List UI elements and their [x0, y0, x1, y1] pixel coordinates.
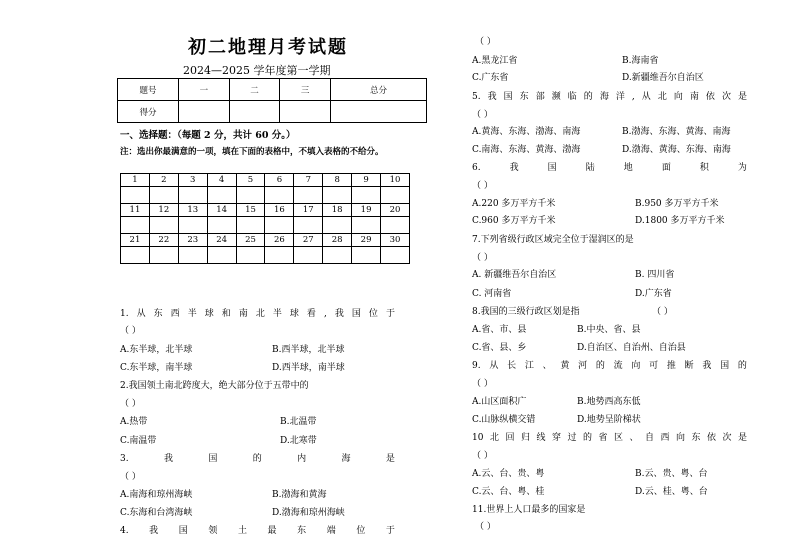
score-cell[interactable]: [229, 101, 280, 123]
score-cell[interactable]: [280, 101, 331, 123]
score-header: 题号: [118, 79, 179, 101]
answer-number: 2: [149, 174, 178, 187]
option-b[interactable]: B.北温带: [280, 417, 317, 427]
answer-number: 15: [236, 204, 265, 217]
answer-number: 9: [352, 174, 381, 187]
question-10-stem: 10 北 回 归 线 穿 过 的 省 区 、 自 西 向 东 依 次 是: [472, 433, 747, 443]
answer-number: 3: [178, 174, 207, 187]
answer-cell[interactable]: [265, 187, 294, 204]
answer-paren: （ ）: [472, 110, 493, 120]
answer-cell[interactable]: [178, 187, 207, 204]
option-b[interactable]: B.中央、省、县: [577, 325, 641, 335]
answer-cell[interactable]: [381, 217, 410, 234]
option-a[interactable]: A.东半球，北半球: [120, 345, 193, 355]
option-a[interactable]: A.热带: [120, 417, 148, 427]
answer-number: 24: [207, 234, 236, 247]
score-row-label: 得分: [118, 101, 179, 123]
option-c[interactable]: C. 河南省: [472, 289, 512, 299]
answer-paren: （ ）: [120, 472, 141, 482]
option-a[interactable]: A.220 多万平方千米: [472, 199, 556, 209]
answer-number: 29: [352, 234, 381, 247]
answer-number: 16: [265, 204, 294, 217]
question-7-stem: 7.下列省级行政区域完全位于湿润区的是: [472, 235, 634, 245]
option-d[interactable]: D.地势呈阶梯状: [577, 415, 641, 425]
answer-cell[interactable]: [207, 247, 236, 264]
question-8-stem: 8.我国的三级行政区划是指: [472, 307, 580, 317]
answer-paren: （ ）: [472, 379, 493, 389]
option-d[interactable]: D.渤海和琼州海峡: [272, 508, 345, 518]
answer-number: 13: [178, 204, 207, 217]
option-c[interactable]: C.东半球，南半球: [120, 363, 193, 373]
option-d[interactable]: D.1800 多万平方千米: [635, 216, 725, 226]
page-title: 初二地理月考试题: [188, 37, 348, 58]
option-c[interactable]: C.960 多万平方千米: [472, 216, 556, 226]
question-6-stem: 6. 我 国 陆 地 面 积 为: [472, 163, 747, 173]
answer-number: 11: [121, 204, 150, 217]
question-5-stem: 5. 我 国 东 部 濒 临 的 海 洋 , 从 北 向 南 依 次 是: [472, 92, 747, 102]
option-a[interactable]: A.省、市、县: [472, 325, 527, 335]
option-c[interactable]: C.广东省: [472, 73, 509, 83]
answer-number: 1: [121, 174, 150, 187]
option-a[interactable]: A.黄海、东海、渤海、南海: [472, 127, 581, 137]
option-b[interactable]: B.渤海、东海、黄海、南海: [622, 127, 731, 137]
score-table: [117, 78, 427, 123]
answer-number: 21: [121, 234, 150, 247]
answer-cell[interactable]: [323, 247, 352, 264]
answer-number: 5: [236, 174, 265, 187]
answer-number: 26: [265, 234, 294, 247]
answer-number: 12: [149, 204, 178, 217]
option-d[interactable]: D.自治区、自治州、自治县: [577, 343, 686, 353]
question-4-stem: 4. 我 国 领 土 最 东 端 位 于: [120, 526, 395, 536]
option-a[interactable]: A.黑龙江省: [472, 56, 518, 66]
answer-number: 28: [323, 234, 352, 247]
answer-number: 4: [207, 174, 236, 187]
score-header: 二: [229, 79, 280, 101]
option-d[interactable]: D.北寒带: [280, 436, 317, 446]
answer-paren: （ ）: [475, 37, 496, 47]
answer-number: 23: [178, 234, 207, 247]
option-c[interactable]: C.南海、东海、黄海、渤海: [472, 145, 581, 155]
answer-cell[interactable]: [178, 217, 207, 234]
answer-cell[interactable]: [381, 187, 410, 204]
score-header: 一: [179, 79, 230, 101]
answer-number: 18: [323, 204, 352, 217]
option-b[interactable]: B.云、贵、粤、台: [635, 469, 708, 479]
score-cell[interactable]: [331, 101, 427, 123]
question-9-stem: 9. 从 长 江 、 黄 河 的 流 向 可 推 断 我 国 的: [472, 361, 747, 371]
answer-cell[interactable]: [207, 217, 236, 234]
answer-cell[interactable]: [121, 187, 150, 204]
answer-cell[interactable]: [236, 187, 265, 204]
score-header: 总分: [331, 79, 427, 101]
answer-number: 7: [294, 174, 323, 187]
option-d[interactable]: D.西半球，南半球: [272, 363, 345, 373]
answer-paren: （ ）: [475, 522, 496, 532]
answer-paren: （ ）: [652, 307, 673, 317]
answer-cell[interactable]: [149, 217, 178, 234]
answer-cell[interactable]: [121, 247, 150, 264]
option-b[interactable]: B.950 多万平方千米: [635, 199, 719, 209]
answer-cell[interactable]: [178, 247, 207, 264]
section1-note: 注：选出你最满意的一项，填在下面的表格中，不填入表格的不给分。: [120, 147, 384, 157]
answer-paren: （ ）: [472, 451, 493, 461]
answer-cell[interactable]: [352, 217, 381, 234]
answer-cell[interactable]: [294, 217, 323, 234]
option-b[interactable]: B.海南省: [622, 56, 659, 66]
answer-number: 25: [236, 234, 265, 247]
option-d[interactable]: D.云、桂、粤、台: [635, 487, 708, 497]
answer-cell[interactable]: [381, 247, 410, 264]
option-a[interactable]: A.云、台、贵、粤: [472, 469, 545, 479]
option-a[interactable]: A.山区面积广: [472, 397, 527, 407]
answer-cell[interactable]: [236, 247, 265, 264]
answer-number: 19: [352, 204, 381, 217]
answer-number: 14: [207, 204, 236, 217]
answer-cell[interactable]: [149, 247, 178, 264]
answer-cell[interactable]: [265, 247, 294, 264]
answer-number: 30: [381, 234, 410, 247]
question-3-stem: 3. 我 国 的 内 海 是: [120, 454, 395, 464]
answer-cell[interactable]: [236, 217, 265, 234]
answer-cell[interactable]: [294, 247, 323, 264]
question-1-stem: 1. 从 东 西 半 球 和 南 北 半 球 看 , 我 国 位 于: [120, 309, 395, 319]
answer-paren: （ ）: [120, 399, 141, 409]
answer-number: 22: [149, 234, 178, 247]
option-d[interactable]: D.新疆维吾尔自治区: [622, 73, 704, 83]
answer-number: 8: [323, 174, 352, 187]
option-a[interactable]: A.南海和琼州海峡: [120, 490, 193, 500]
answer-cell[interactable]: [323, 187, 352, 204]
section1-heading: 一、选择题：（每题 2 分，共计 60 分。）: [120, 130, 296, 141]
option-c[interactable]: C.南温带: [120, 436, 157, 446]
answer-number: 10: [381, 174, 410, 187]
answer-cell[interactable]: [121, 217, 150, 234]
answer-cell[interactable]: [323, 217, 352, 234]
answer-number: 17: [294, 204, 323, 217]
answer-cell[interactable]: [207, 187, 236, 204]
option-b[interactable]: B. 四川省: [635, 270, 675, 280]
answer-cell[interactable]: [352, 247, 381, 264]
answer-cell[interactable]: [149, 187, 178, 204]
answer-paren: （ ）: [120, 326, 141, 336]
question-2-stem: 2.我国领土南北跨度大，绝大部分位于五带中的: [120, 381, 309, 391]
option-c[interactable]: C.东海和台湾海峡: [120, 508, 193, 518]
option-d[interactable]: D.广东省: [635, 289, 672, 299]
option-c[interactable]: C.云、台、粤、桂: [472, 487, 545, 497]
answer-paren: （ ）: [472, 181, 493, 191]
option-d[interactable]: D.渤海、黄海、东海、南海: [622, 145, 731, 155]
page-subtitle: 2024—2025 学年度第一学期: [183, 64, 331, 77]
answer-number: 27: [294, 234, 323, 247]
answer-number: 20: [381, 204, 410, 217]
answer-grid: [120, 173, 410, 264]
option-c[interactable]: C.省、县、乡: [472, 343, 527, 353]
option-b[interactable]: B.渤海和黄海: [272, 490, 327, 500]
question-11-stem: 11.世界上人口最多的国家是: [472, 505, 586, 515]
option-b[interactable]: B.地势西高东低: [577, 397, 641, 407]
option-b[interactable]: B.西半球，北半球: [272, 345, 345, 355]
score-cell[interactable]: [179, 101, 230, 123]
option-c[interactable]: C.山脉纵横交错: [472, 415, 536, 425]
answer-cell[interactable]: [265, 217, 294, 234]
score-header: 三: [280, 79, 331, 101]
option-a[interactable]: A. 新疆维吾尔自治区: [472, 270, 557, 280]
answer-paren: （ ）: [472, 253, 493, 263]
answer-cell[interactable]: [352, 187, 381, 204]
answer-cell[interactable]: [294, 187, 323, 204]
answer-number: 6: [265, 174, 294, 187]
